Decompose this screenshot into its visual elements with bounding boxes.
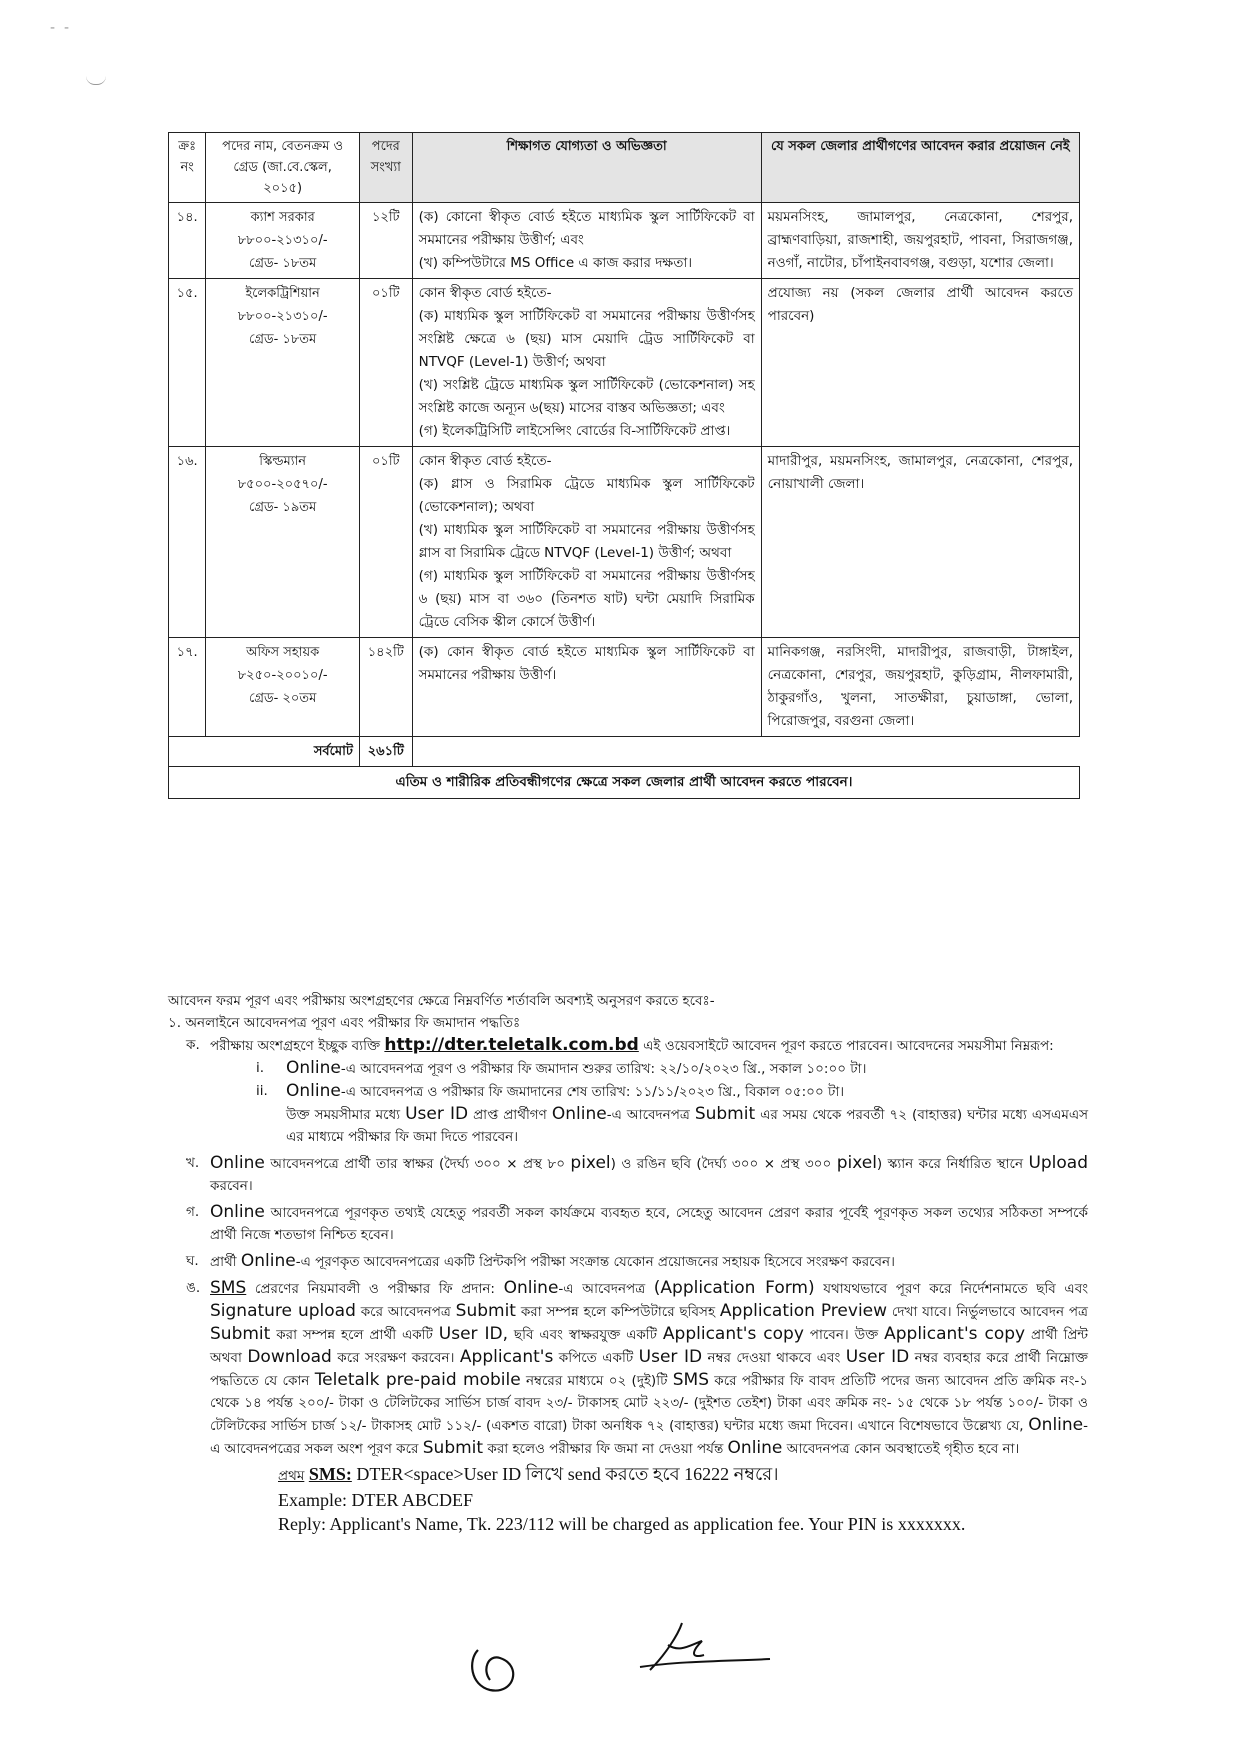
item-kha: খ. Online আবেদনপত্রে প্রার্থী তার স্বাক্ষর (দৈর্ঘ্য ৩০০ × প্রস্থ ৮০ pixel) ও রঙিন ছবি (দৈর্ঘ্য ৩০০ × প্রস্থ ৩০০ pixel) স্ক্যান করে নির্ধারিত স্থানে Upload করবেন। [168, 1152, 1088, 1197]
item-gha: ঘ. প্রার্থী Online-এ পূরণকৃত আবেদনপত্রের একটি প্রিন্টকপি পরীক্ষা সংক্রান্ত যেকোন প্রয়োজনের সহায়ক হিসেবে সংরক্ষণ করবেন। [186, 1251, 895, 1271]
qualification-cell [412, 638, 761, 737]
districts-cell: মানিকগঞ্জ, নরসিংদী, মাদারীপুর, রাজবাড়ী, টাঙ্গাইল, নেত্রকোনা, শেরপুর, জয়পুরহাট, কুড়িগ্রাম, নীলফামারী, ঠাকুরগাঁও, খুলনা, সাতক্ষীরা, চুয়াডাঙ্গা, ভোলা, পিরোজপুর, বরগুনা জেলা। [761, 638, 1079, 737]
sms-format-block [168, 1462, 1088, 1536]
table-header-row [169, 133, 1080, 203]
post-name: ইলেকট্রিশিয়ান [245, 286, 320, 301]
item-ga: গ. Online আবেদনপত্রে পূরণকৃত তথ্যই যেহেতু পরবর্তী সকল কার্যক্রমে ব্যবহৃত হবে, সেহেতু আবেদন প্রেরণ করার পূর্বেই পূরণকৃত সকল তথ্যের সঠিকতা সম্পর্কে প্রার্থী নিজে শতভাগ নিশ্চিত হবেন। [168, 1201, 1088, 1246]
qualification-cell [412, 203, 761, 279]
item-ii [168, 1080, 1088, 1103]
section-1-heading: ১. অনলাইনে আবেদনপত্র পূরণ এবং পরীক্ষার ফি জমাদান পদ্ধতিঃ [168, 1015, 521, 1031]
districts-cell: ময়মনসিংহ, জামালপুর, নেত্রকোনা, শেরপুর, ব্রাহ্মণবাড়িয়া, রাজশাহী, জয়পুরহাট, পাবনা, সিরাজগঞ্জ, নওগাঁ, নাটোর, চাঁপাইনবাবগঞ্জ, বগুড়া, যশোর জেলা। [761, 203, 1079, 279]
qualification-line: (ক) মাধ্যমিক স্কুল সার্টিফিকেট বা সমমানের পরীক্ষায় উত্তীর্ণসহ সংশ্লিষ্ট ক্ষেত্রে ৬ (ছয়) মাস মেয়াদি ট্রেড সার্টিফিকেট বা NTVQF (Level-1) উত্তীর্ণ; অথবা [418, 308, 755, 370]
post-count-cell: ০১টি [359, 279, 412, 447]
grade: গ্রেড- ১৯তম [249, 500, 317, 515]
item-text: পরীক্ষায় অংশগ্রহণে ইচ্ছুক ব্যক্তি [210, 1038, 381, 1054]
serial-cell: ১৭. [169, 638, 206, 737]
item-marker: ii. [256, 1083, 268, 1099]
item-text: -এ আবেদনপত্র ও পরীক্ষার ফি জমাদানের শেষ তারিখ: ১১/১১/২০২৩ খ্রি., বিকাল ০৫:০০ টা। [340, 1084, 845, 1100]
sms-format-line: প্রথম SMS: DTER<space>User ID লিখে send করতে হবে 16222 নম্বরে। [278, 1464, 779, 1484]
header-serial: ক্রঃ নং [169, 133, 206, 203]
item-marker: খ. [186, 1155, 200, 1171]
qualification-line: (ক) কোন স্বীকৃত বোর্ড হইতে মাধ্যমিক স্কুল সার্টিফিকেট বা সমমানের পরীক্ষায় উত্তীর্ণ। [418, 644, 755, 683]
scan-mark-curve [86, 76, 106, 85]
total-value: ২৬১টি [359, 737, 412, 767]
item-marker: i. [256, 1060, 265, 1076]
instructions [168, 990, 1088, 1536]
districts-cell: মাদারীপুর, ময়মনসিংহ, জামালপুর, নেত্রকোনা, শেরপুর, নোয়াখালী জেলা। [761, 447, 1079, 638]
post-name-cell [206, 447, 360, 638]
post-name-cell [206, 203, 360, 279]
item-i [168, 1057, 1088, 1080]
pay-scale: ৮৮০০-২১৩১০/- [237, 233, 328, 248]
item-text: এই ওয়েবসাইটে আবেদন পূরণ করতে পারবেন। আবেদনের সময়সীমা নিম্নরূপ: [643, 1038, 1054, 1054]
sms-label: SMS: [308, 1464, 352, 1484]
item-text: Online [286, 1058, 341, 1078]
table-row [169, 638, 1080, 737]
post-count-cell: ০১টি [359, 447, 412, 638]
post-count-cell: ১২টি [359, 203, 412, 279]
qualification-line: (খ) মাধ্যমিক স্কুল সার্টিফিকেট বা সমমানের পরীক্ষায় উত্তীর্ণসহ গ্লাস বা সিরামিক ট্রেডে NTVQF (Level-1) উত্তীর্ণ; অথবা [418, 522, 755, 561]
item-ka [168, 1034, 1088, 1057]
total-blank [412, 737, 1079, 767]
grade: গ্রেড- ১৮তম [249, 332, 317, 347]
pay-scale: ৮২৫০-২০০১০/- [237, 668, 328, 683]
qualification-line: (গ) মাধ্যমিক স্কুল সার্টিফিকেট বা সমমানের পরীক্ষায় উত্তীর্ণসহ ৬ (ছয়) মাস বা ৩৬০ (তিনশত ষাট) ঘন্টা মেয়াদি সিরামিক ট্রেডে বেসিক স্কীল কোর্সে উত্তীর্ণ। [418, 568, 755, 630]
grade: গ্রেড- ১৮তম [249, 256, 317, 271]
qualification-line: (গ) ইলেকট্রিসিটি লাইসেন্সিং বোর্ডের বি-সার্টিফিকেট প্রাপ্ত। [418, 423, 731, 439]
qualification-cell [412, 279, 761, 447]
total-label: সর্বমোট [169, 737, 360, 767]
qualification-line: (ক) গ্লাস ও সিরামিক ট্রেডে মাধ্যমিক স্কুল সার্টিফিকেট (ভোকেশনাল); অথবা [418, 476, 755, 515]
posts-table [168, 132, 1080, 799]
qualification-line: (খ) সংশ্লিষ্ট ট্রেডে মাধ্যমিক স্কুল সার্টিফিকেট (ভোকেশনাল) সহ সংশ্লিষ্ট কাজে অন্যূন ৬(ছয়) মাসের বাস্তব অভিজ্ঞতা; এবং [418, 377, 755, 416]
sms-format: DTER<space>User ID লিখে send করতে হবে 16222 নম্বরে। [356, 1464, 779, 1484]
qualification-line: কোন স্বীকৃত বোর্ড হইতে- [418, 285, 552, 301]
item-uma: ঙ. SMS প্রেরণের নিয়মাবলী ও পরীক্ষার ফি প্রদান: Online-এ আবেদনপত্র (Application Form) যথাযথভাবে পূরণ করে নির্দেশনামতে ছবি এবং Signature upload করে আবেদনপত্র Submit করা সম্পন্ন হলে কম্পিউটারে ছবিসহ Application Preview দেখা যাবে। নির্ভুলভাবে আবেদন পত্র Submit করা সম্পন্ন হলে প্রার্থী একটি User ID, ছবি এবং স্বাক্ষরযুক্ত একটি Applicant's copy পাবেন। উক্ত Applicant's copy প্রার্থী প্রিন্ট অথবা Download করে সংরক্ষণ করবেন। Applicant's কপিতে একটি User ID নম্বর দেওয়া থাকবে এবং User ID নম্বর ব্যবহার করে প্রার্থী নিম্নোক্ত পদ্ধতিতে যে কোন Teletalk pre-paid mobile নম্বরের মাধ্যমে ০২ (দুই)টি SMS করে পরীক্ষার ফি বাবদ প্রতিটি পদের জন্য আবেদন প্রতি ক্রমিক নং-১ থেকে ১৪ পর্যন্ত ২০০/- টাকা ও টেলিটকের সার্ভিস চার্জ বাবদ ২৩/- টাকাসহ মোট ২২৩/- (দুইশত তেইশ) টাকা এবং ক্রমিক নং- ১৫ থেকে ১৮ পর্যন্ত ১০০/- টাকা ও টেলিটকের সার্ভিস চার্জ ১২/- টাকাসহ মোট ১১২/- (একশত বারো) টাকা অনধিক ৭২ (বাহাত্তর) ঘন্টার মধ্যে জমা দিবেন। এখানে বিশেষভাবে উল্লেখ্য যে, Online-এ আবেদনপত্রের সকল অংশ পূরণ করে Submit করা হলেও পরীক্ষার ফি জমা না দেওয়া পর্যন্ত Online আবেদনপত্র কোন অবস্থাতেই গৃহীত হবে না। [186, 1278, 1089, 1458]
table-row [169, 279, 1080, 447]
sms-example: Example: DTER ABCDEF [278, 1490, 473, 1510]
post-name-cell [206, 638, 360, 737]
initial-signature-mark [460, 1640, 550, 1700]
item-marker: গ. [186, 1204, 200, 1220]
item-text: -এ আবেদনপত্র পূরণ ও পরীক্ষার ফি জমাদান শুরুর তারিখ: ২২/১০/২০২৩ খ্রি., সকাল ১০:০০ টা। [340, 1061, 867, 1077]
item-text: Online [286, 1081, 341, 1101]
header-post-name: পদের নাম, বেতনক্রম ও গ্রেড (জা.বে.স্কেল, ২০১৫) [206, 133, 360, 203]
item-marker: ঙ. [186, 1280, 201, 1296]
serial-cell: ১৫. [169, 279, 206, 447]
table-row [169, 203, 1080, 279]
note-row [169, 767, 1080, 799]
post-count-cell: ১৪২টি [359, 638, 412, 737]
scan-mark: - - [50, 20, 70, 36]
districts-cell: প্রযোজ্য নয় (সকল জেলার প্রার্থী আবেদন করতে পারবেন) [761, 279, 1079, 447]
qualification-cell [412, 447, 761, 638]
website-link[interactable]: http://dter.teletalk.com.bd [384, 1035, 639, 1055]
header-post-count: পদের সংখ্যা [359, 133, 412, 203]
serial-cell: ১৪. [169, 203, 206, 279]
post-name: স্কিল্ডম্যান [259, 454, 307, 469]
header-qualification: শিক্ষাগত যোগ্যতা ও অভিজ্ঞতা [412, 133, 761, 203]
post-name: অফিস সহায়ক [246, 645, 320, 660]
item-marker: ক. [186, 1037, 200, 1053]
pay-scale: ৮৫০০-২০৫৭০/- [237, 477, 328, 492]
header-districts: যে সকল জেলার প্রার্থীগণের আবেদন করার প্রয়োজন নেই [761, 133, 1079, 203]
grade: গ্রেড- ২০তম [249, 691, 317, 706]
sms-reply: Reply: Applicant's Name, Tk. 223/112 will be charged as application fee. Your PIN is xxxxxxx. [278, 1514, 966, 1534]
qualification-line: (খ) কম্পিউটারে MS Office এ কাজ করার দক্ষতা। [418, 255, 693, 271]
total-row [169, 737, 1080, 767]
instructions-intro: আবেদন ফরম পূরণ এবং পরীক্ষায় অংশগ্রহণের ক্ষেত্রে নিম্নবর্ণিত শর্তাবলি অবশ্যই অনুসরণ করতে হবেঃ- [168, 993, 715, 1009]
table-row [169, 447, 1080, 638]
note-text: এতিম ও শারীরিক প্রতিবন্ধীগণের ক্ষেত্রে সকল জেলার প্রার্থী আবেদন করতে পারবেন। [169, 767, 1080, 799]
pay-scale: ৮৮০০-২১৩১০/- [237, 309, 328, 324]
post-name-cell [206, 279, 360, 447]
handwritten-signature [620, 1615, 780, 1685]
post-name: ক্যাশ সরকার [250, 210, 315, 225]
item-marker: ঘ. [186, 1253, 199, 1269]
serial-cell: ১৬. [169, 447, 206, 638]
qualification-line: (ক) কোনো স্বীকৃত বোর্ড হইতে মাধ্যমিক স্কুল সার্টিফিকেট বা সমমানের পরীক্ষায় উত্তীর্ণ; এবং [418, 209, 755, 248]
within-deadline-text: উক্ত সময়সীমার মধ্যে User ID প্রাপ্ত প্রার্থীগণ Online-এ আবেদনপত্র Submit এর সময় থেকে পরবর্তী ৭২ (বাহাত্তর) ঘন্টার মধ্যে এসএমএস এর মাধ্যমে পরীক্ষার ফি জমা দিতে পারবেন। [286, 1104, 1089, 1145]
qualification-line: কোন স্বীকৃত বোর্ড হইতে- [418, 453, 552, 469]
